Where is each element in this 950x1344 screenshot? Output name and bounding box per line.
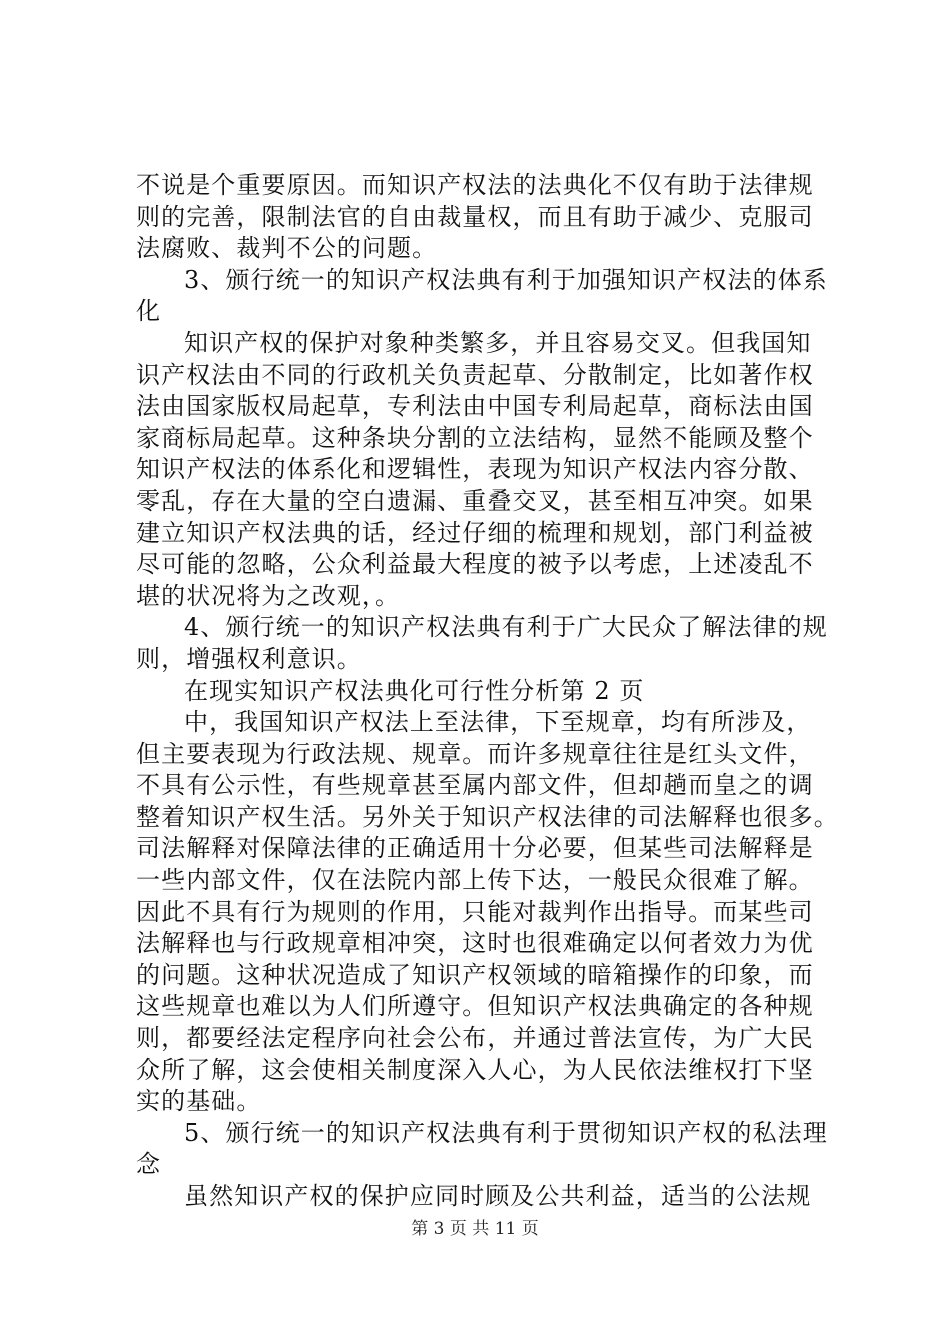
text-line: 这些规章也难以为人们所遵守。但知识产权法典确定的各种规 [136,992,814,1021]
text-line: 整着知识产权生活。另外关于知识产权法律的司法解释也很多。 [136,802,839,831]
text-line: 化 [136,297,162,326]
text-line: 零乱，存在大量的空白遗漏、重叠交叉，甚至相互冲突。如果 [136,486,814,515]
text-line: 知识产权法的体系化和逻辑性，表现为知识产权法内容分散、 [136,455,814,484]
text-line: 则，都要经法定程序向社会公布，并通过普法宣传，为广大民 [136,1024,814,1053]
text-line: 众所了解，这会使相关制度深入人心，为人民依法维权打下坚 [136,1055,814,1084]
text-line: 家商标局起草。这种条块分割的立法结构，显然不能顾及整个 [136,423,814,452]
text-line: 一些内部文件，仅在法院内部上传下达，一般民众很难了解。 [136,866,814,895]
text-line: 建立知识产权法典的话，经过仔细的梳理和规划，部门利益被 [136,518,814,547]
text-line: 中，我国知识产权法上至法律，下至规章，均有所涉及， [184,708,812,737]
text-line: 则，增强权利意识。 [136,644,362,673]
text-line: 念 [136,1150,162,1179]
text-line: 但主要表现为行政法规、规章。而许多规章往往是红头文件， [136,739,814,768]
text-line: 3、颁行统一的知识产权法典有利于加强知识产权法的体系 [184,265,828,294]
text-line: 4、颁行统一的知识产权法典有利于广大民众了解法律的规 [184,613,828,642]
text-line: 则的完善，限制法官的自由裁量权，而且有助于减少、克服司 [136,202,814,231]
body-text [136,170,839,1213]
text-line: 知识产权的保护对象种类繁多，并且容易交叉。但我国知 [184,328,812,357]
text-line: 堪的状况将为之改观，。 [136,581,401,610]
text-line: 法由国家版权局起草，专利法由中国专利局起草，商标法由国 [136,392,814,421]
text-line: 不具有公示性，有些规章甚至属内部文件，但却趟而皇之的调 [136,771,814,800]
text-line: 法腐败、裁判不公的问题。 [136,234,438,263]
text-line: 的问题。这种状况造成了知识产权领域的暗箱操作的印象，而 [136,960,814,989]
text-line: 5、颁行统一的知识产权法典有利于贯彻知识产权的私法理 [184,1118,828,1147]
page-footer: 第 3 页 共 11 页 [411,1219,539,1239]
text-line: 因此不具有行为规则的作用，只能对裁判作出指导。而某些司 [136,897,814,926]
text-line: 司法解释对保障法律的正确适用十分必要，但某些司法解释是 [136,834,814,863]
text-line: 尽可能的忽略，公众利益最大程度的被予以考虑，上述凌乱不 [136,550,814,579]
text-line: 法解释也与行政规章相冲突，这时也很难确定以何者效力为优 [136,929,814,958]
text-line: 在现实知识产权法典化可行性分析第 2 页 [184,676,645,705]
text-line: 实的基础。 [136,1087,262,1116]
text-line: 虽然知识产权的保护应同时顾及公共利益，适当的公法规 [184,1182,812,1210]
text-line: 不说是个重要原因。而知识产权法的法典化不仅有助于法律规 [136,171,814,199]
text-line: 识产权法由不同的行政机关负责起草、分散制定，比如著作权 [136,360,814,389]
